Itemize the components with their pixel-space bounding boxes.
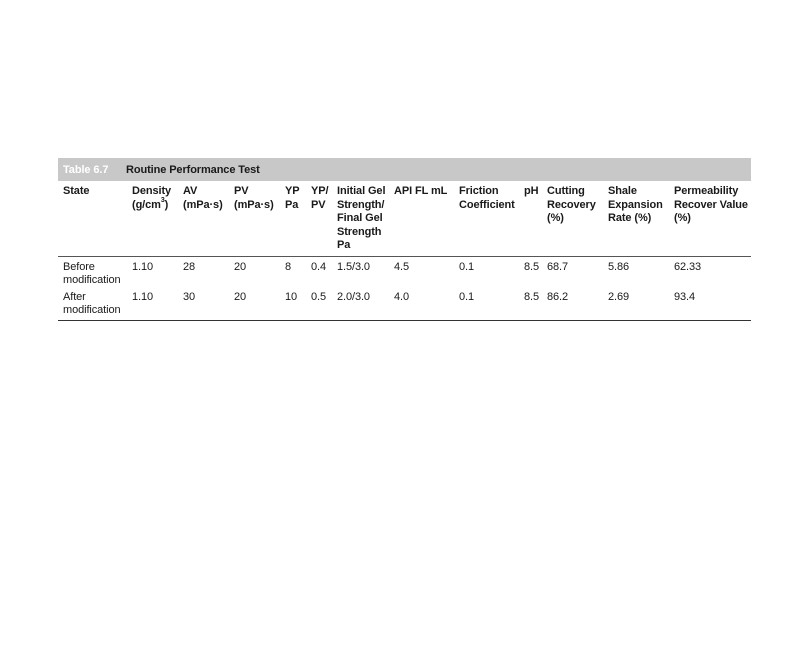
header-cutting: Cutting Recovery (%)	[547, 185, 596, 224]
header-yp: YP Pa	[285, 185, 300, 211]
table-row	[58, 288, 751, 321]
cell-density: 1.10	[132, 260, 154, 273]
cell-av: 30	[183, 290, 196, 303]
cell-density: 1.10	[132, 290, 154, 303]
header-gel-strength: Initial Gel Strength/ Final Gel Strength Pa	[337, 185, 386, 251]
cell-api-fl: 4.5	[394, 260, 409, 273]
table-row	[58, 256, 751, 288]
table-container	[58, 158, 751, 321]
cell-permeability: 93.4	[674, 290, 696, 303]
cell-yp-pv: 0.5	[311, 290, 326, 303]
cell-friction: 0.1	[459, 290, 474, 303]
cell-api-fl: 4.0	[394, 290, 409, 303]
cell-state: After modification	[63, 290, 121, 316]
performance-table	[58, 181, 751, 321]
table-title: Routine Performance Test	[126, 163, 260, 176]
cell-ph: 8.5	[524, 260, 539, 273]
cell-yp-pv: 0.4	[311, 260, 326, 273]
table-label: Table 6.7	[63, 163, 109, 176]
cell-cutting: 68.7	[547, 260, 569, 273]
header-state: State	[63, 185, 90, 197]
header-ph: pH	[524, 185, 539, 197]
cell-gel-strength: 1.5/3.0	[337, 260, 370, 273]
cell-permeability: 62.33	[674, 260, 702, 273]
cell-cutting: 86.2	[547, 290, 569, 303]
header-density: Density $(g/cm^3)$	[132, 185, 172, 211]
table-caption	[58, 158, 751, 181]
header-pv: PV (mPa·s)	[234, 185, 274, 211]
cell-state: Before modification	[63, 260, 121, 286]
cell-av: 28	[183, 260, 196, 273]
cell-yp: 10	[285, 290, 298, 303]
header-permeability: Permeability Recover Value (%)	[674, 185, 748, 224]
header-api-fl: API FL mL	[394, 185, 448, 197]
cell-pv: 20	[234, 290, 247, 303]
header-yp-pv: YP/ PV	[311, 185, 329, 211]
table-header-row	[58, 181, 751, 256]
cell-yp: 8	[285, 260, 292, 273]
header-friction: Friction Coefficient	[459, 185, 515, 211]
cell-friction: 0.1	[459, 260, 474, 273]
header-av: AV (mPa·s)	[183, 185, 223, 211]
cell-pv: 20	[234, 260, 247, 273]
cell-shale: 5.86	[608, 260, 630, 273]
cell-ph: 8.5	[524, 290, 539, 303]
header-shale: Shale Expansion Rate (%)	[608, 185, 663, 224]
cell-gel-strength: 2.0/3.0	[337, 290, 370, 303]
cell-shale: 2.69	[608, 290, 630, 303]
